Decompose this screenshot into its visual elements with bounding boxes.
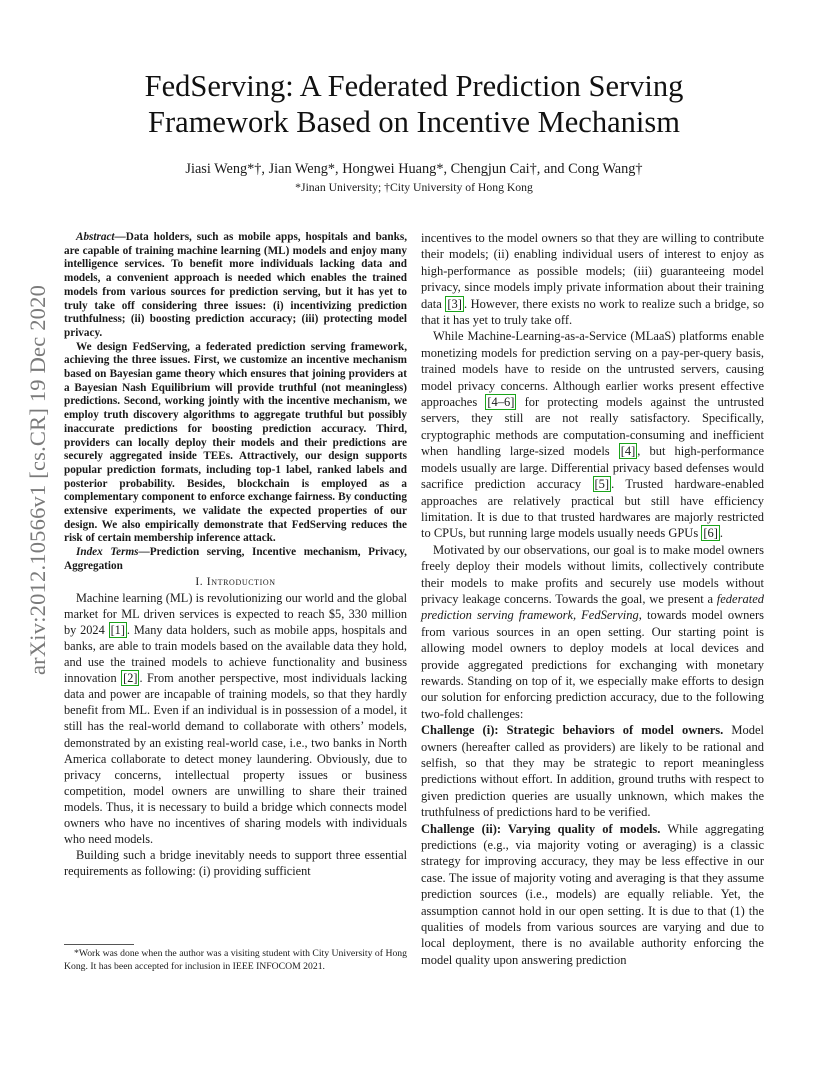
abstract-paragraph-2: We design FedServing, a federated prediction serving framework, achieving the three issues. First, we customize an incentive mechanism based on Bayesian game theory which ensures that joining providers at a Bayesian Nash Equilibrium will provide truthful (not meaningless) predictions. Second, working jointly with the incentive mechanism, we employ truth discovery algorithms to aggregate truthful but possibly inaccurate predictions for boosting prediction accuracy. Third, providers can locally deploy their models and their predictions are securely aggregated inside TEEs. Attractively, our design supports popular prediction formats, including top-1 label, ranked labels and posterior probability. Besides, blockchain is employed as a complementary component to enforce exchange fairness. By conducting extensive experiments, we validate the expected properties of our design. We also empirically demonstrate that FedServing reduces the risk of certain membership inference attack. — [64, 340, 407, 545]
right-p3-emphasis: federated prediction serving framework, FedServing, — [421, 591, 764, 623]
affiliations: *Jinan University; †City University of Hong Kong — [295, 181, 533, 194]
citation-link-1[interactable]: [1] — [110, 622, 125, 637]
right-p1-text-a: incentives to the model owners so that they are willing to contribute their models; (ii) enabling individual users of interest to enjoy as high-performance as possible models; (iii) guaranteeing model privacy, since models imply private information about their training data — [421, 231, 764, 311]
right-paragraph-1 — [421, 230, 764, 328]
title-line-2: Framework Based on Incentive Mechanism — [148, 105, 680, 139]
intro-paragraph-1 — [64, 590, 407, 848]
footnote-rule — [64, 944, 134, 945]
index-terms — [64, 546, 407, 573]
paper-title — [64, 68, 764, 140]
right-p2-text-c: , but high-performance models usually are large. Differential privacy based defenses would sacrifice prediction accuracy — [421, 444, 765, 492]
citation-link-3[interactable]: [3] — [447, 296, 462, 311]
challenge-2-text: While aggregating predictions (e.g., via majority voting or averaging) is a classic strategy for improving accuracy, they may be less effective in our case. The issue of majority voting and averaging is that they assume prediction sources (i.e., models) are equally reliable. Yet, the assumption cannot hold in our open setting. It is due to that (1) the qualities of models from various sources are varying and due to local deployment, there is no available authority enforcing the model quality upon answering prediction — [421, 821, 764, 967]
intro-p1-text-a: Machine learning (ML) is revolutionizing our world and the global market for ML driven services is expected to reach $5, 330 million by 2024 — [64, 590, 407, 637]
arxiv-identifier-text: arXiv:2012.10566v1 [cs.CR] 19 Dec 2020 — [25, 284, 50, 676]
challenge-1-label: Challenge (i): Strategic behaviors of model owners. — [421, 723, 724, 738]
right-p2-text-d: . Trusted hardware-enabled approaches are relatively practical but still have efficiency limitation. It is due to that trusted hardwares are majorly restricted to CPUs, but running large models usually needs GPUs — [421, 477, 764, 541]
arxiv-identifier — [20, 280, 56, 680]
challenge-1-paragraph — [421, 722, 764, 820]
right-p3-text-a: Motivated by our observations, our goal is to make model owners freely deploy their models without limits, collectively contribute their models to make profits and securely use models without privacy leakage concerns. Towards the goal, we present a — [421, 542, 764, 606]
index-terms-label: Index Terms — [76, 546, 139, 559]
challenge-1-text: Model owners (hereafter called as providers) are likely to be rational and selfish, so that they may be strategic to report meaningless predictions without effort. In addition, ground truths with respect to given prediction queries are usually unknown, which makes the truthfulness of predictions hard to be verified. — [421, 723, 764, 820]
section-heading-introduction: I. Introduction — [195, 574, 276, 588]
right-p3-text-b: towards model owners from various sources in an open setting. Our starting point is allowing model owners to deploy models at local devices and provide aggregated predictions for exchanging with monetary rewards. Standing on top of it, we especially make efforts to design our solution for enforcing prediction accuracy, due to the following two-fold challenges: — [421, 608, 765, 721]
challenge-2-label: Challenge (ii): Varying quality of models. — [421, 821, 661, 836]
right-paragraph-2 — [421, 328, 764, 541]
right-p2-text-b: for protecting models against the untrusted servers, they still are not really satisfactory. Specifically, cryptographic methods are computation-consuming and inefficient when handling large-sized models — [421, 395, 764, 459]
footnote: *Work was done when the author was a visiting student with City University of Hong Kong. It has been accepted for inclusion in IEEE INFOCOM 2021. — [64, 948, 407, 972]
intro-paragraph-2: Building such a bridge inevitably needs to support three essential requirements as following: (i) providing sufficient — [64, 848, 407, 879]
challenge-2-paragraph — [421, 821, 764, 969]
abstract-label: Abstract — [76, 231, 115, 243]
citation-link-6[interactable]: [6] — [703, 526, 718, 541]
author-list: Jiasi Weng*†, Jian Weng*, Hongwei Huang*, Chengjun Cai†, and Cong Wang† — [185, 161, 643, 177]
citation-link-4[interactable]: [4] — [620, 444, 636, 459]
left-column — [64, 231, 407, 879]
right-p2-text-e: . — [719, 526, 724, 541]
right-p2-text-a: While Machine-Learning-as-a-Service (MLaaS) platforms enable monetizing models for prediction serving on a pay-per-query basis, trained models have to reside on the untrusted servers, causing model privacy concerns. Although earlier works present effective approaches — [421, 329, 764, 410]
citation-link-5[interactable]: [5] — [594, 477, 610, 492]
abstract — [64, 231, 407, 574]
intro-p1-text-c: . From another perspective, most individuals lacking data and power are incapable of training models, so that they hardly benefit from ML. Even if an individual is in possession of a model, it still has the real-world demand to collaborate with others’ models, demonstrated by an existing real-world case, i.e., two banks in North America collaborate to detect money laundering. Obviously, due to privacy concerns, intellectual property issues or business competition, model owners are unwilling to share their trained models. Thus, it is necessary to build a bridge which connects model owners who have no incentives of sharing models with individuals who need models. — [64, 671, 407, 847]
citation-link-2[interactable]: [2] — [123, 671, 138, 686]
right-column — [421, 230, 764, 968]
abstract-paragraph-1 — [64, 231, 407, 341]
abstract-text-1: —Data holders, such as mobile apps, hospitals and banks, are capable of training machine learning (ML) models and enjoy many intelligence services. To benefit more individuals lacking data and models, a convenient approach is needed which enables the trained models from various sources for prediction serving, but it has yet to truly take off considering three issues: (i) incentivizing prediction truthfulness; (ii) boosting prediction accuracy; (iii) protecting model privacy. — [64, 231, 407, 339]
right-paragraph-3 — [421, 542, 764, 722]
right-p1-text-b: . However, there exists no work to realize such a bridge, so that it has yet to truly take off. — [421, 296, 764, 328]
index-terms-text: —Prediction serving, Incentive mechanism, Privacy, Aggregation — [64, 546, 407, 572]
citation-link-4-6[interactable]: [4–6] — [487, 395, 515, 410]
intro-p1-text-b: . Many data holders, such as mobile apps, hospitals and banks, are able to train models based on the available data they hold, and use the trained models to achieve functionality and business innovation — [64, 622, 408, 686]
title-line-1: FedServing: A Federated Prediction Serving — [144, 69, 684, 103]
